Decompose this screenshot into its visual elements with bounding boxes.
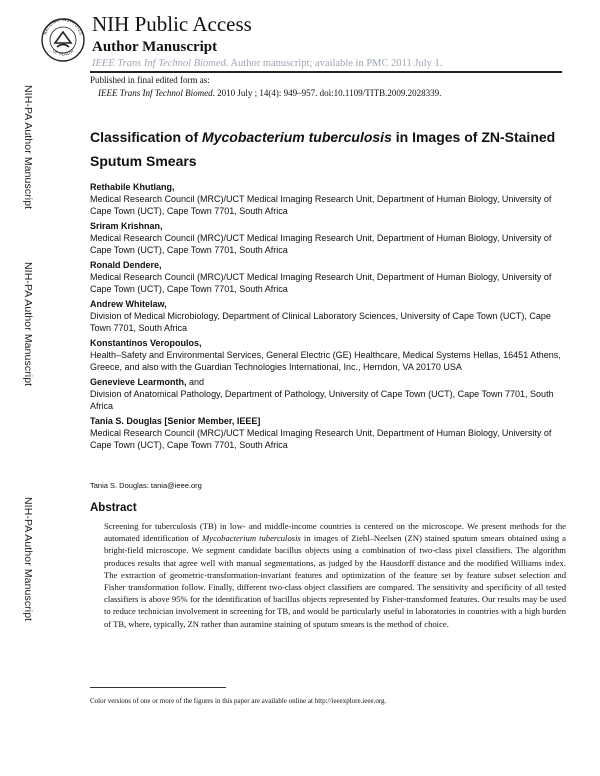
author-affiliation: Medical Research Council (MRC)/UCT Medical Imaging Research Unit, Department of Human Biology, University of Cape Town (UCT), Cape Town 7701, South Africa [90,233,552,255]
title-part-1: Classification of [90,129,203,145]
paper-title [90,125,560,173]
author-entry [90,338,568,373]
header-divider [90,71,562,73]
author-entry [90,377,568,412]
abstract-text [104,520,566,630]
author-entry [90,260,568,295]
author-conjunction: and [186,377,205,387]
citation-details: . 2010 July ; 14(4): 949–957. doi:10.1109/TITB.2009.2028339. [212,88,442,98]
author-affiliation: Medical Research Council (MRC)/UCT Medical Imaging Research Unit, Department of Human Biology, University of Cape Town (UCT), Cape Town 7701, South Africa [90,428,552,450]
side-banner-top: NIH-PA Author Manuscript [22,85,34,210]
author-name: Andrew Whitelaw, [90,299,167,309]
published-label: Published in final edited form as: [90,75,210,85]
abstract-heading: Abstract [90,502,137,514]
author-affiliation: Health–Safety and Environmental Services, General Electric (GE) Healthcare, Medical Systems Hellas, 16451 Athens, Greece, and also with the Guardian Technologies International, Inc., Herndon, VA 20170 USA [90,350,561,372]
author-manuscript-label: Author Manuscript [92,39,218,55]
contact-email: Tania S. Douglas: tania@ieee.org [90,481,202,490]
author-affiliation: Medical Research Council (MRC)/UCT Medical Imaging Research Unit, Department of Human Biology, University of Cape Town (UCT), Cape Town 7701, South Africa [90,194,552,216]
author-name: Genevieve Learmonth, [90,377,187,387]
citation-journal: IEEE Trans Inf Technol Biomed [98,88,213,98]
author-name: Rethabile Khutlang, [90,182,175,192]
logo-text-bottom: OF HEALTH [51,48,75,57]
author-affiliation: Division of Anatomical Pathology, Department of Pathology, University of Cape Town (UCT), Cape Town 7701, South Africa [90,389,554,411]
citation-line [98,88,441,99]
side-banner-bottom: NIH-PA Author Manuscript [22,497,34,622]
footnote: Color versions of one or more of the figures in this paper are available online at http://ieeexplore.ieee.org. [90,697,387,705]
title-species: Mycobacterium tuberculosis [202,129,392,145]
abstract-species: Mycobacterium tuberculosis [202,533,301,544]
title-part-2: in Images of ZN-Stained Sputum Smears [90,129,556,169]
author-entry [90,299,568,334]
author-name-line [90,377,568,388]
author-affiliation: Division of Medical Microbiology, Department of Clinical Laboratory Sciences, University of Cape Town (UCT), Cape Town 7701, South Africa [90,311,551,333]
journal-availability-line [92,57,442,70]
author-name: Ronald Dendere, [90,260,162,270]
author-entry [90,416,568,451]
author-entry [90,182,568,217]
availability-text: Author manuscript; available in PMC 2011 July 1. [228,58,443,69]
author-affiliation: Medical Research Council (MRC)/UCT Medical Imaging Research Unit, Department of Human Biology, University of Cape Town (UCT), Cape Town 7701, South Africa [90,272,552,294]
author-name: Konstantinos Veropoulos, [90,338,202,348]
nih-logo [40,8,86,72]
author-name: Tania S. Douglas [Senior Member, IEEE] [90,416,261,426]
author-entry [90,221,568,256]
journal-abbrev: IEEE Trans Inf Technol Biomed. [92,58,229,69]
author-list [90,182,568,455]
side-banner-middle: NIH-PA Author Manuscript [22,262,34,387]
logo-text-top: NATIONAL INSTITUTES [42,16,84,36]
footnote-divider [90,687,226,688]
abstract-part-2: in images of Ziehl–Neelsen (ZN) stained sputum smears obtained using a bright-field microscope. We segment candidate bacillus objects using a combination of two-class pixel classifiers. The algorithm produces results that agree well with manual segmentations, as judged by the Hausdorff distance and the modified Williams index. The extraction of geometric-transformation-invariant features and optimization of the feature set by feature subset selection and Fisher transformation follow. Finally, different two-class object classifiers are compared. The sensitivity and specificity of all tested classifiers is above 95% for the identification of bacillus objects represented by Fisher-transformed features. Our results may be used to reduce technician involvement in screening for TB, and would be particularly useful in laboratories in countries with a high burden of TB, where, typically, ZN rather than auramine staining of sputum smears is the method of choice. [104,533,566,629]
nih-public-access-title: NIH Public Access [92,12,252,36]
author-name: Sriram Krishnan, [90,221,163,231]
abstract-part-1: Screening for tuberculosis (TB) in low- and middle-income countries is centered on the microscope. We present methods for the automated identification of [104,521,566,544]
